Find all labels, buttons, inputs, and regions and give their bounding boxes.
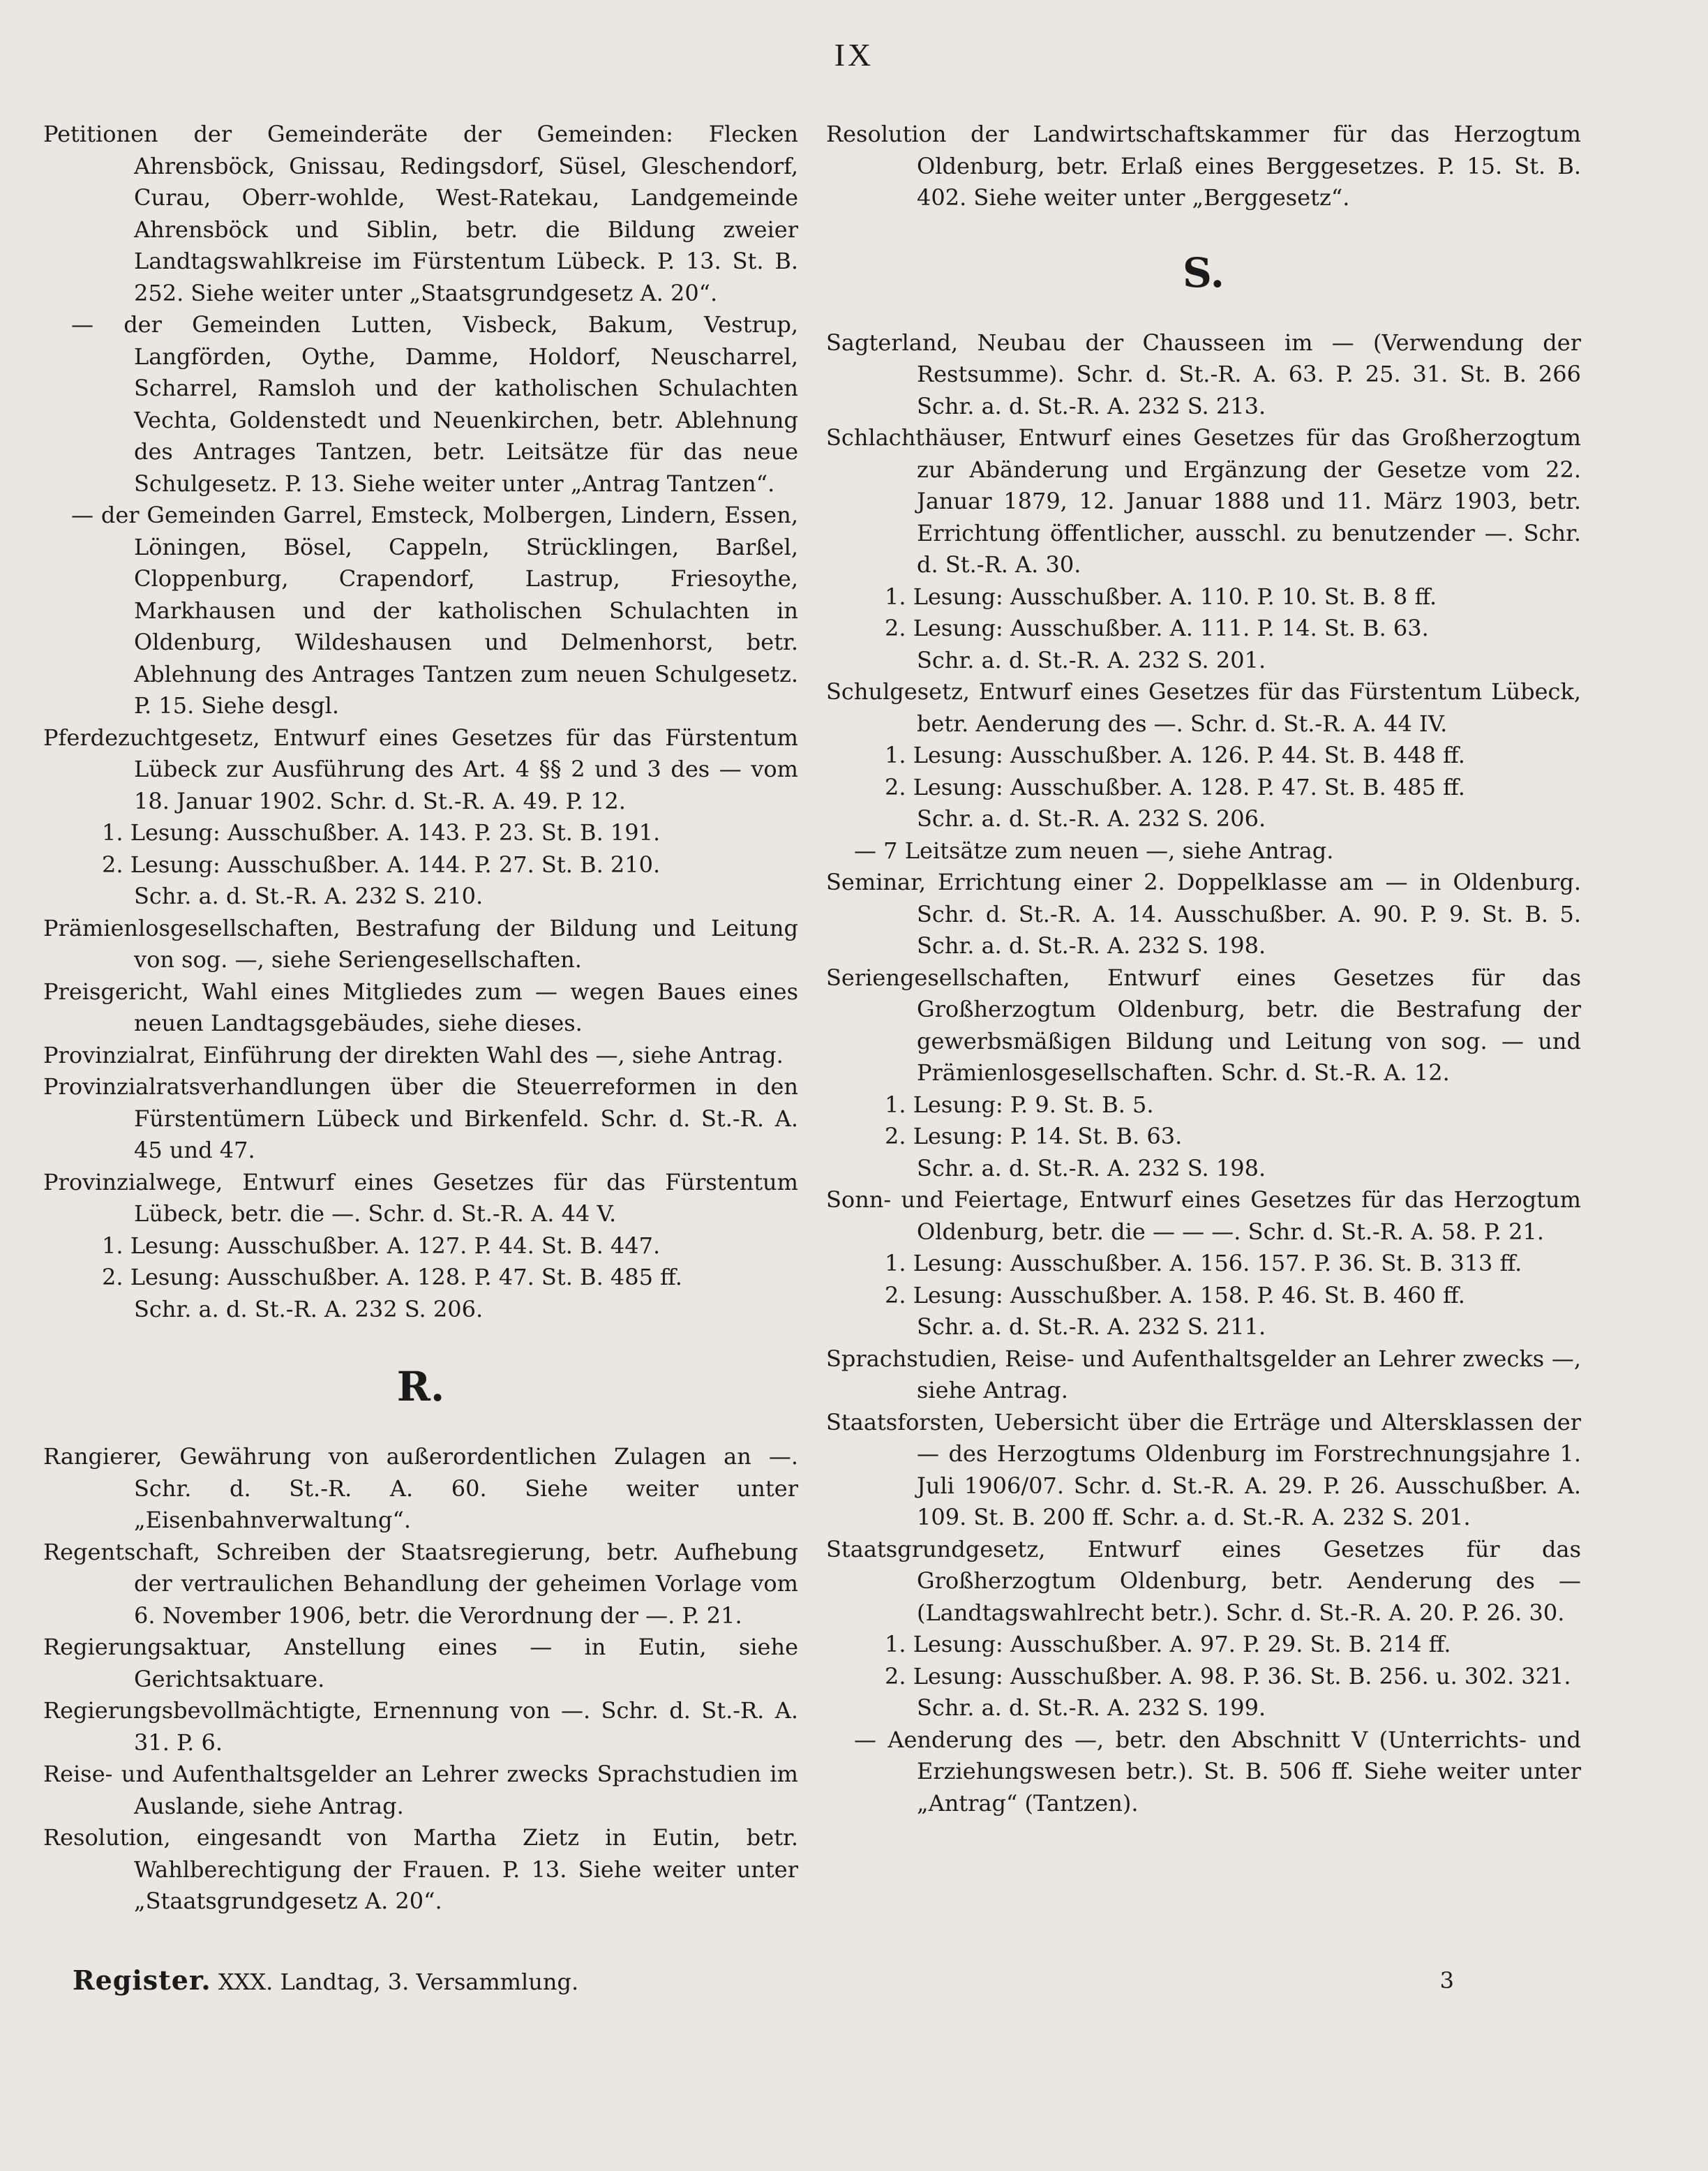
reference-line: Schr. a. d. St.-R. A. 232 S. 211.: [917, 1313, 1266, 1340]
reading-line: 1. Lesung: Ausschußber. A. 156. 157. P. 36. St. B. 313 ff.: [885, 1250, 1522, 1276]
reading-line: 1. Lesung: Ausschußber. A. 126. P. 44. St. B. 448 ff.: [885, 742, 1465, 768]
left-entry-list-p: [43, 119, 798, 1325]
section-letter-r: R.: [396, 1363, 445, 1410]
register-entry: Provinzialwege, Entwurf eines Gesetzes für das Fürstentum Lübeck, betr. die —. Schr. d. St.-R. A. 44 V.: [43, 1168, 798, 1227]
register-entry: Provinzialrat, Einführung der direkten Wahl des —, siehe Antrag.: [43, 1041, 784, 1068]
right-column: [826, 119, 1581, 1819]
reading-line: 1. Lesung: Ausschußber. A. 127. P. 44. St. B. 447.: [102, 1232, 661, 1259]
reference-line: Schr. a. d. St.-R. A. 232 S. 210.: [134, 883, 484, 909]
register-entry: Sonn- und Feiertage, Entwurf eines Gesetzes für das Herzogtum Oldenburg, betr. die — — —. Schr. d. St.-R. A. 58. P. 21.: [826, 1186, 1581, 1245]
reference-line: Schr. a. d. St.-R. A. 232 S. 198.: [917, 1154, 1266, 1181]
register-entry: Resolution der Landwirtschaftskammer für das Herzogtum Oldenburg, betr. Erlaß eines Berggesetzes. P. 15. St. B. 402. Siehe weiter unter „Berggesetz“.: [826, 121, 1581, 211]
register-entry: Seminar, Errichtung einer 2. Doppelklasse am — in Oldenburg. Schr. d. St.-R. A. 14. Ausschußber. A. 90. P. 9. St. B. 5. Schr. a. d. St.-R. A. 232 S. 198.: [826, 869, 1581, 959]
register-entry: Schulgesetz, Entwurf eines Gesetzes für das Fürstentum Lübeck, betr. Aenderung des —. Schr. d. St.-R. A. 44 IV.: [826, 678, 1581, 737]
reading-line: 2. Lesung: Ausschußber. A. 158. P. 46. St. B. 460 ff.: [885, 1281, 1465, 1308]
register-entry: Staatsgrundgesetz, Entwurf eines Gesetzes für das Großherzogtum Oldenburg, betr. Aenderung des — (Landtagswahlrecht betr.). Schr. d. St.-R. A. 20. P. 26. 30.: [826, 1535, 1581, 1626]
reference-line: Schr. a. d. St.-R. A. 232 S. 201.: [917, 646, 1266, 673]
page-footer: [73, 1964, 1454, 1996]
reading-line: 2. Lesung: Ausschußber. A. 111. P. 14. St. B. 63.: [885, 615, 1429, 641]
register-entry: Schlachthäuser, Entwurf eines Gesetzes für das Großherzogtum zur Abänderung und Ergänzung der Gesetze vom 22. Januar 1879, 12. Januar 1888 und 11. März 1903, betr. Errichtung öffentlicher, ausschl. zu benutzender —. Schr. d. St.-R. A. 30.: [826, 424, 1581, 578]
footer-subtitle: XXX. Landtag, 3. Versammlung.: [218, 1969, 579, 1995]
register-entry: Regentschaft, Schreiben der Staatsregierung, betr. Aufhebung der vertraulichen Behandlung der geheimen Vorlage vom 6. November 1906, betr. die Verordnung der —. P. 21.: [43, 1538, 798, 1629]
register-entry: Sagterland, Neubau der Chausseen im — (Verwendung der Restsumme). Schr. d. St.-R. A. 63. P. 25. 31. St. B. 266 Schr. a. d. St.-R. A. 232 S. 213.: [826, 329, 1581, 419]
reading-line: 1. Lesung: Ausschußber. A. 143. P. 23. St. B. 191.: [102, 819, 661, 846]
register-entry: Petitionen der Gemeinderäte der Gemeinden: Flecken Ahrensböck, Gnissau, Redingsdorf, Süsel, Gleschendorf, Curau, Oberr-wohlde, West-Ratekau, Landgemeinde Ahrensböck und Siblin, betr. die Bildung zweier Landtagswahlkreise im Fürstentum Lübeck. P. 13. St. B. 252. Siehe weiter unter „Staatsgrundgesetz A. 20“.: [43, 121, 798, 306]
reading-line: 1. Lesung: P. 9. St. B. 5.: [885, 1091, 1154, 1118]
register-entry: Regierungsaktuar, Anstellung eines — in Eutin, siehe Gerichtsaktuare.: [43, 1634, 798, 1692]
register-entry: Pferdezuchtgesetz, Entwurf eines Gesetzes für das Fürstentum Lübeck zur Ausführung des Art. 4 §§ 2 und 3 des — vom 18. Januar 1902. Schr. d. St.-R. A. 49. P. 12.: [43, 724, 798, 814]
sheet-number: 3: [1439, 1967, 1454, 1994]
register-entry: Prämienlosgesellschaften, Bestrafung der Bildung und Leitung von sog. —, siehe Seriengesellschaften.: [43, 914, 798, 973]
footer-title: Register.: [73, 1964, 211, 1996]
left-entry-list-r: [43, 1441, 798, 1918]
register-entry: — der Gemeinden Lutten, Visbeck, Bakum, Vestrup, Langförden, Oythe, Damme, Holdorf, Neuscharrel, Scharrel, Ramsloh und der katholischen Schulachten Vechta, Goldenstedt und Neuenkirchen, betr. Ablehnung des Antrages Tantzen, betr. Leitsätze für das neue Schulgesetz. P. 13. Siehe weiter unter „Antrag Tantzen“.: [71, 311, 798, 497]
reading-line: 2. Lesung: P. 14. St. B. 63.: [885, 1123, 1183, 1149]
register-entry: — Aenderung des —, betr. den Abschnitt V (Unterrichts- und Erziehungswesen betr.). St. B. 506 ff. Siehe weiter unter „Antrag“ (Tantzen).: [854, 1726, 1581, 1816]
reading-line: 2. Lesung: Ausschußber. A. 144. P. 27. St. B. 210.: [102, 851, 661, 878]
reading-line: 2. Lesung: Ausschußber. A. 128. P. 47. St. B. 485 ff.: [102, 1264, 682, 1290]
page-number: IX: [834, 37, 874, 73]
left-column: [43, 119, 798, 1918]
register-entry: Preisgericht, Wahl eines Mitgliedes zum — wegen Baues eines neuen Landtagsgebäudes, siehe dieses.: [43, 978, 798, 1036]
register-entry: Regierungsbevollmächtigte, Ernennung von —. Schr. d. St.-R. A. 31. P. 6.: [43, 1697, 798, 1756]
right-entry-list-s: [826, 327, 1581, 1820]
register-entry: — 7 Leitsätze zum neuen —, siehe Antrag.: [854, 837, 1334, 864]
reading-line: 1. Lesung: Ausschußber. A. 110. P. 10. St. B. 8 ff.: [885, 583, 1437, 610]
register-entry: Sprachstudien, Reise- und Aufenthaltsgelder an Lehrer zwecks —, siehe Antrag.: [826, 1345, 1581, 1403]
reading-line: 2. Lesung: Ausschußber. A. 98. P. 36. St. B. 256. u. 302. 321.: [885, 1662, 1571, 1689]
reference-line: Schr. a. d. St.-R. A. 232 S. 199.: [917, 1694, 1266, 1721]
reading-line: 2. Lesung: Ausschußber. A. 128. P. 47. St. B. 485 ff.: [885, 773, 1465, 800]
register-entry: Provinzialratsverhandlungen über die Steuerreformen in den Fürstentümern Lübeck und Birkenfeld. Schr. d. St.-R. A. 45 und 47.: [43, 1073, 798, 1163]
register-entry: Staatsforsten, Uebersicht über die Erträge und Altersklassen der — des Herzogtums Oldenburg im Forstrechnungsjahre 1. Juli 1906/07. Schr. d. St.-R. A. 29. P. 26. Ausschußber. A. 109. St. B. 200 ff. Schr. a. d. St.-R. A. 232 S. 201.: [826, 1408, 1581, 1530]
register-entry: Resolution, eingesandt von Martha Zietz in Eutin, betr. Wahlberechtigung der Frauen. P. 13. Siehe weiter unter „Staatsgrundgesetz A. 20“.: [43, 1824, 798, 1914]
right-entry-list-r: [826, 119, 1581, 214]
reference-line: Schr. a. d. St.-R. A. 232 S. 206.: [134, 1295, 484, 1322]
register-entry: Reise- und Aufenthaltsgelder an Lehrer zwecks Sprachstudien im Auslande, siehe Antrag.: [43, 1761, 798, 1819]
section-letter-s: S.: [1182, 248, 1224, 297]
register-entry: Rangierer, Gewährung von außerordentlichen Zulagen an —. Schr. d. St.-R. A. 60. Siehe weiter unter „Eisenbahnverwaltung“.: [43, 1443, 798, 1533]
register-entry: — der Gemeinden Garrel, Emsteck, Molbergen, Lindern, Essen, Löningen, Bösel, Cappeln, Strücklingen, Barßel, Cloppenburg, Crapendorf, Lastrup, Friesoythe, Markhausen und der katholischen Schulachten in Oldenburg, Wildeshausen und Delmenhorst, betr. Ablehnung des Antrages Tantzen zum neuen Schulgesetz. P. 15. Siehe desgl.: [71, 502, 798, 719]
reference-line: Schr. a. d. St.-R. A. 232 S. 206.: [917, 805, 1266, 832]
reading-line: 1. Lesung: Ausschußber. A. 97. P. 29. St. B. 214 ff.: [885, 1631, 1451, 1657]
register-entry: Seriengesellschaften, Entwurf eines Gesetzes für das Großherzogtum Oldenburg, betr. die Bestrafung der gewerbsmäßigen Bildung und Leitung von sog. — und Prämienlosgesellschaften. Schr. d. St.-R. A. 12.: [826, 964, 1581, 1086]
